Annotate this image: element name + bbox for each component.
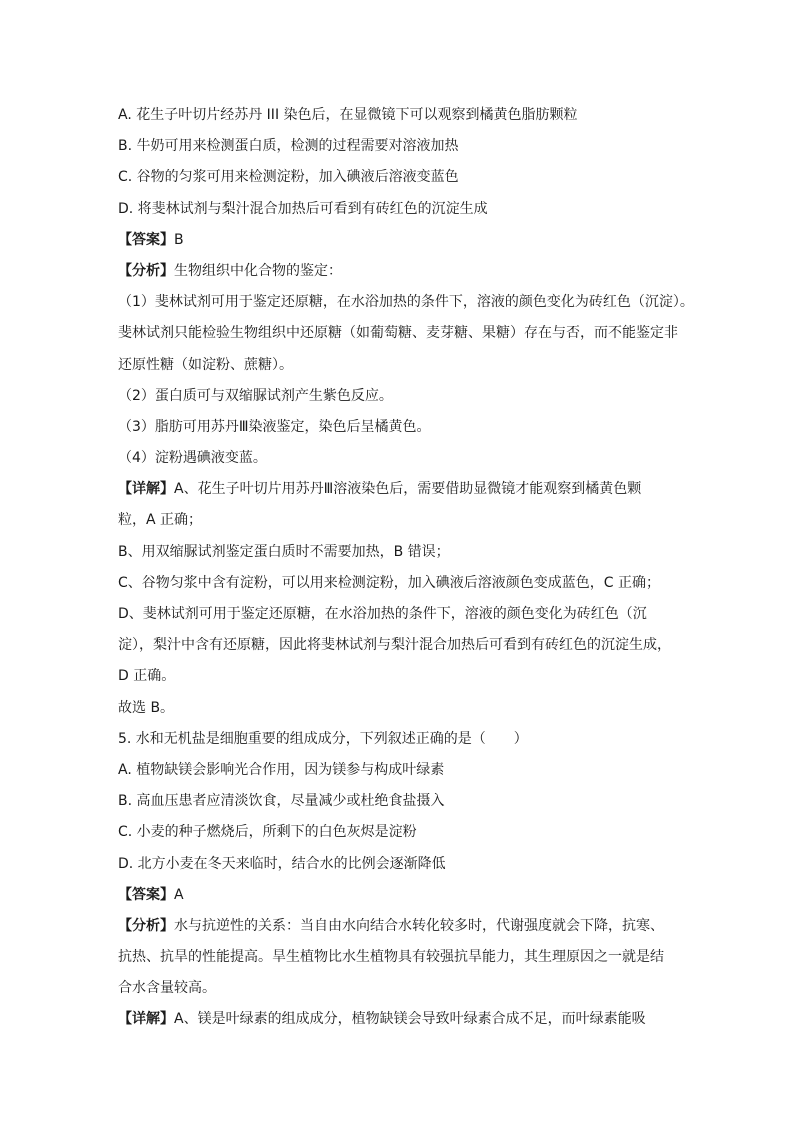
q5-answer	[118, 880, 678, 911]
answer-label: 【答案】	[118, 886, 174, 903]
analysis-text: 水与抗逆性的关系：当自由水向结合水转化较多时，代谢强度就会下降，抗寒、	[174, 917, 664, 934]
answer-value: B	[174, 231, 184, 248]
q4-option-b: B. 牛奶可用来检测蛋白质，检测的过程需要对溶液加热	[118, 138, 459, 155]
q4-detail-heading	[118, 474, 678, 505]
answer-value: A	[174, 886, 184, 903]
q4-detail-line: B、用双缩脲试剂鉴定蛋白质时不需要加热，B 错误；	[118, 543, 450, 560]
q4-option-c: C. 谷物的匀浆可用来检测淀粉，加入碘液后溶液变蓝色	[118, 169, 459, 186]
q4-detail-line: 淀），梨汁中含有还原糖，因此将斐林试剂与梨汁混合加热后可看到有砖红色的沉淀生成，	[118, 637, 671, 654]
q4-analysis-line: （1）斐林试剂可用于鉴定还原糖，在水浴加热的条件下，溶液的颜色变化为砖红色（沉淀）。	[118, 294, 694, 311]
q4-option-a: A. 花生子叶切片经苏丹 III 染色后，在显微镜下可以观察到橘黄色脂肪颗粒	[118, 107, 578, 123]
q5-option-a: A. 植物缺镁会影响光合作用，因为镁参与构成叶绿素	[118, 761, 445, 778]
document-page	[118, 100, 694, 1036]
q5-question: 5. 水和无机盐是细胞重要的组成成分，下列叙述正确的是（ ）	[118, 730, 528, 747]
q5-option-d: D. 北方小麦在冬天来临时，结合水的比例会逐渐降低	[118, 855, 446, 872]
analysis-text: 生物组织中化合物的鉴定：	[174, 262, 342, 279]
q4-analysis-line: （2）蛋白质可与双缩脲试剂产生紫色反应。	[118, 387, 393, 404]
q4-analysis-heading	[118, 256, 678, 287]
q5-detail-heading	[118, 1004, 678, 1035]
q5-analysis-heading	[118, 911, 678, 942]
q5-option-b: B. 高血压患者应清淡饮食，尽量减少或杜绝食盐摄入	[118, 793, 445, 810]
q4-analysis-line: 还原性糖（如淀粉、蔗糖）。	[118, 356, 293, 373]
q4-conclusion: 故选 B。	[118, 699, 175, 716]
detail-text: A、花生子叶切片用苏丹Ⅲ溶液染色后，需要借助显微镜才能观察到橘黄色颗	[174, 481, 642, 498]
detail-text: A、镁是叶绿素的组成成分，植物缺镁会导致叶绿素合成不足，而叶绿素能吸	[174, 1011, 646, 1028]
analysis-label: 【分析】	[118, 262, 174, 279]
q5-analysis-line: 合水含量较高。	[118, 980, 216, 997]
analysis-label: 【分析】	[118, 917, 174, 934]
q4-analysis-line: （3）脂肪可用苏丹Ⅲ染液鉴定，染色后呈橘黄色。	[118, 418, 431, 435]
q4-option-d: D. 将斐林试剂与梨汁混合加热后可看到有砖红色的沉淀生成	[118, 200, 488, 217]
q5-analysis-line: 抗热、抗旱的性能提高。旱生植物比水生植物具有较强抗旱能力，其生理原因之一就是结	[118, 949, 664, 966]
answer-label: 【答案】	[118, 231, 174, 248]
q4-detail-line: D 正确。	[118, 668, 176, 685]
q4-analysis-line: （4）淀粉遇碘液变蓝。	[118, 450, 267, 467]
q4-answer	[118, 225, 678, 256]
q4-detail-line: C、谷物匀浆中含有淀粉，可以用来检测淀粉，加入碘液后溶液颜色变成蓝色，C 正确；	[118, 574, 660, 591]
q4-detail-line: D、斐林试剂可用于鉴定还原糖，在水浴加热的条件下，溶液的颜色变化为砖红色（沉	[118, 606, 647, 622]
detail-label: 【详解】	[118, 481, 174, 498]
q4-analysis-line: 斐林试剂只能检验生物组织中还原糖（如葡萄糖、麦芽糖、果糖）存在与否，而不能鉴定非	[118, 325, 678, 342]
detail-label: 【详解】	[118, 1011, 174, 1028]
q5-option-c: C. 小麦的种子燃烧后，所剩下的白色灰烬是淀粉	[118, 824, 417, 841]
q4-detail-line: 粒，A 正确；	[118, 512, 203, 529]
